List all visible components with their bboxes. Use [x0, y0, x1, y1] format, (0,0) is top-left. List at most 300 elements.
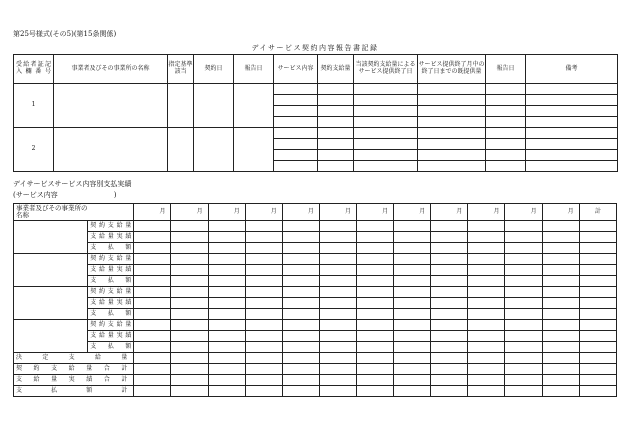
amount-cell[interactable]: [468, 254, 505, 265]
amount-cell[interactable]: [134, 287, 171, 298]
amount-cell[interactable]: [542, 254, 579, 265]
header-month: 月: [208, 204, 245, 221]
amount-cell[interactable]: [134, 276, 171, 287]
header-month: 月: [245, 204, 282, 221]
amount-cell[interactable]: [319, 375, 356, 386]
amount-cell[interactable]: [468, 309, 505, 320]
header-remarks: 備考: [526, 55, 618, 84]
amount-cell[interactable]: [468, 320, 505, 331]
summary-label: 支払額計: [14, 386, 134, 397]
amount-cell[interactable]: [542, 287, 579, 298]
amount-cell[interactable]: [282, 309, 319, 320]
end-date-cell[interactable]: [354, 161, 418, 172]
amount-cell[interactable]: [208, 243, 245, 254]
amount-cell[interactable]: [245, 386, 282, 397]
amount-cell[interactable]: [208, 320, 245, 331]
amount-cell[interactable]: [171, 232, 208, 243]
amount-cell[interactable]: [319, 221, 356, 232]
amount-cell[interactable]: [394, 276, 431, 287]
amount-cell[interactable]: [468, 331, 505, 342]
amount-cell[interactable]: [319, 243, 356, 254]
amount-cell[interactable]: [208, 287, 245, 298]
amount-cell[interactable]: [357, 298, 394, 309]
remarks-cell[interactable]: [526, 128, 618, 139]
used-amount-cell[interactable]: [418, 139, 486, 150]
amount-cell[interactable]: [357, 331, 394, 342]
header-report-date-2: 報告日: [486, 55, 526, 84]
amount-cell[interactable]: [134, 309, 171, 320]
amount-cell[interactable]: [282, 243, 319, 254]
amount-cell[interactable]: [394, 342, 431, 353]
amount-cell[interactable]: [579, 243, 616, 254]
amount-cell[interactable]: [468, 386, 505, 397]
summary-label: 契約支給量合計: [14, 364, 134, 375]
amount-cell[interactable]: [134, 320, 171, 331]
amount-cell[interactable]: [579, 265, 616, 276]
used-amount-cell[interactable]: [418, 161, 486, 172]
amount-cell[interactable]: [431, 386, 468, 397]
header-month: 月: [134, 204, 171, 221]
end-date-cell[interactable]: [354, 84, 418, 95]
amount-cell[interactable]: [505, 243, 542, 254]
amount-cell[interactable]: [282, 276, 319, 287]
contract-amount-cell[interactable]: [318, 106, 354, 117]
remarks-cell[interactable]: [526, 106, 618, 117]
amount-cell[interactable]: [319, 287, 356, 298]
used-amount-cell[interactable]: [418, 128, 486, 139]
amount-cell[interactable]: [245, 309, 282, 320]
amount-cell[interactable]: [505, 331, 542, 342]
amount-cell[interactable]: [468, 265, 505, 276]
contract-amount-cell[interactable]: [318, 150, 354, 161]
amount-cell[interactable]: [394, 243, 431, 254]
contract-amount-cell[interactable]: [318, 161, 354, 172]
end-date-cell[interactable]: [354, 117, 418, 128]
amount-cell[interactable]: [431, 331, 468, 342]
amount-cell[interactable]: [505, 232, 542, 243]
amount-cell[interactable]: [505, 298, 542, 309]
amount-cell[interactable]: [431, 364, 468, 375]
service-content-cell[interactable]: [274, 95, 318, 106]
amount-cell[interactable]: [171, 386, 208, 397]
row-label: 契約支給量: [88, 287, 134, 298]
amount-cell[interactable]: [357, 375, 394, 386]
report-date-cell[interactable]: [234, 128, 274, 172]
amount-cell[interactable]: [468, 353, 505, 364]
report-date-2-cell[interactable]: [486, 150, 526, 161]
amount-cell[interactable]: [134, 232, 171, 243]
amount-cell[interactable]: [171, 276, 208, 287]
report-date-2-cell[interactable]: [486, 161, 526, 172]
amount-cell[interactable]: [282, 331, 319, 342]
amount-cell[interactable]: [394, 298, 431, 309]
amount-cell[interactable]: [319, 364, 356, 375]
amount-cell[interactable]: [208, 375, 245, 386]
amount-cell[interactable]: [431, 243, 468, 254]
amount-cell[interactable]: [245, 320, 282, 331]
amount-cell[interactable]: [171, 375, 208, 386]
remarks-cell[interactable]: [526, 95, 618, 106]
amount-cell[interactable]: [208, 254, 245, 265]
provider-name-cell[interactable]: [14, 320, 88, 353]
amount-cell[interactable]: [542, 353, 579, 364]
provider-name-cell[interactable]: [14, 287, 88, 320]
amount-cell[interactable]: [357, 287, 394, 298]
amount-cell[interactable]: [394, 331, 431, 342]
amount-cell[interactable]: [171, 265, 208, 276]
amount-cell[interactable]: [505, 364, 542, 375]
amount-cell[interactable]: [505, 309, 542, 320]
amount-cell[interactable]: [468, 243, 505, 254]
amount-cell[interactable]: [319, 298, 356, 309]
payment-record-table: [13, 203, 617, 397]
contract-amount-cell[interactable]: [318, 139, 354, 150]
header-used-amount: サービス提供終了月中の終了日までの既提供量: [418, 55, 486, 84]
amount-cell[interactable]: [245, 232, 282, 243]
amount-cell[interactable]: [468, 232, 505, 243]
amount-cell[interactable]: [579, 342, 616, 353]
amount-cell[interactable]: [394, 375, 431, 386]
amount-cell[interactable]: [579, 320, 616, 331]
amount-cell[interactable]: [542, 221, 579, 232]
report-date-2-cell[interactable]: [486, 139, 526, 150]
amount-cell[interactable]: [542, 331, 579, 342]
amount-cell[interactable]: [319, 342, 356, 353]
amount-cell[interactable]: [245, 265, 282, 276]
amount-cell[interactable]: [134, 364, 171, 375]
amount-cell[interactable]: [245, 298, 282, 309]
designated-standard-cell[interactable]: [168, 128, 194, 172]
amount-cell[interactable]: [357, 243, 394, 254]
amount-cell[interactable]: [245, 331, 282, 342]
amount-cell[interactable]: [579, 276, 616, 287]
report-date-2-cell[interactable]: [486, 117, 526, 128]
amount-cell[interactable]: [171, 287, 208, 298]
report-date-2-cell[interactable]: [486, 128, 526, 139]
service-content-cell[interactable]: [274, 106, 318, 117]
amount-cell[interactable]: [579, 331, 616, 342]
amount-cell[interactable]: [208, 309, 245, 320]
amount-cell[interactable]: [245, 254, 282, 265]
header-total: 計: [579, 204, 616, 221]
amount-cell[interactable]: [171, 298, 208, 309]
amount-cell[interactable]: [208, 265, 245, 276]
amount-cell[interactable]: [505, 320, 542, 331]
header-month: 月: [357, 204, 394, 221]
amount-cell[interactable]: [171, 364, 208, 375]
amount-cell[interactable]: [357, 276, 394, 287]
amount-cell[interactable]: [245, 353, 282, 364]
amount-cell[interactable]: [542, 265, 579, 276]
amount-cell[interactable]: [357, 254, 394, 265]
amount-cell[interactable]: [357, 265, 394, 276]
amount-cell[interactable]: [319, 331, 356, 342]
provider-name-cell[interactable]: [14, 254, 88, 287]
amount-cell[interactable]: [319, 320, 356, 331]
amount-cell[interactable]: [208, 342, 245, 353]
amount-cell[interactable]: [468, 342, 505, 353]
amount-cell[interactable]: [357, 364, 394, 375]
amount-cell[interactable]: [431, 320, 468, 331]
amount-cell[interactable]: [319, 309, 356, 320]
amount-cell[interactable]: [245, 364, 282, 375]
amount-cell[interactable]: [579, 221, 616, 232]
remarks-cell[interactable]: [526, 139, 618, 150]
amount-cell[interactable]: [208, 364, 245, 375]
amount-cell[interactable]: [394, 353, 431, 364]
amount-cell[interactable]: [171, 353, 208, 364]
amount-cell[interactable]: [134, 298, 171, 309]
amount-cell[interactable]: [357, 320, 394, 331]
amount-cell[interactable]: [394, 265, 431, 276]
amount-cell[interactable]: [579, 386, 616, 397]
end-date-cell[interactable]: [354, 128, 418, 139]
amount-cell[interactable]: [505, 276, 542, 287]
row-label: 支払額: [88, 309, 134, 320]
contract-report-table: [13, 54, 618, 172]
amount-cell[interactable]: [505, 221, 542, 232]
amount-cell[interactable]: [171, 221, 208, 232]
amount-cell[interactable]: [319, 353, 356, 364]
amount-cell[interactable]: [282, 375, 319, 386]
amount-cell[interactable]: [319, 232, 356, 243]
header-service-content: サービス内容: [274, 55, 318, 84]
amount-cell[interactable]: [134, 375, 171, 386]
end-date-cell[interactable]: [354, 150, 418, 161]
report-date-2-cell[interactable]: [486, 106, 526, 117]
amount-cell[interactable]: [171, 342, 208, 353]
end-date-cell[interactable]: [354, 106, 418, 117]
amount-cell[interactable]: [282, 298, 319, 309]
amount-cell[interactable]: [431, 265, 468, 276]
amount-cell[interactable]: [542, 243, 579, 254]
end-date-cell[interactable]: [354, 139, 418, 150]
amount-cell[interactable]: [282, 364, 319, 375]
amount-cell[interactable]: [134, 342, 171, 353]
amount-cell[interactable]: [468, 364, 505, 375]
service-content-cell[interactable]: [274, 161, 318, 172]
amount-cell[interactable]: [542, 276, 579, 287]
record-number: 1: [14, 84, 54, 128]
amount-cell[interactable]: [282, 265, 319, 276]
amount-cell[interactable]: [431, 353, 468, 364]
amount-cell[interactable]: [357, 232, 394, 243]
service-content-cell[interactable]: [274, 150, 318, 161]
amount-cell[interactable]: [208, 221, 245, 232]
remarks-cell[interactable]: [526, 84, 618, 95]
amount-cell[interactable]: [394, 254, 431, 265]
amount-cell[interactable]: [431, 254, 468, 265]
amount-cell[interactable]: [431, 342, 468, 353]
amount-cell[interactable]: [171, 320, 208, 331]
service-content-label: (サービス内容 ): [13, 191, 117, 199]
amount-cell[interactable]: [579, 375, 616, 386]
amount-cell[interactable]: [282, 342, 319, 353]
amount-cell[interactable]: [357, 221, 394, 232]
amount-cell[interactable]: [171, 243, 208, 254]
contract-date-cell[interactable]: [194, 128, 234, 172]
report-date-2-cell[interactable]: [486, 84, 526, 95]
provider-name-cell[interactable]: [14, 221, 88, 254]
amount-cell[interactable]: [468, 298, 505, 309]
amount-cell[interactable]: [542, 364, 579, 375]
amount-cell[interactable]: [431, 232, 468, 243]
amount-cell[interactable]: [579, 287, 616, 298]
amount-cell[interactable]: [542, 298, 579, 309]
amount-cell[interactable]: [357, 309, 394, 320]
header-month: 月: [505, 204, 542, 221]
amount-cell[interactable]: [171, 309, 208, 320]
remarks-cell[interactable]: [526, 117, 618, 128]
amount-cell[interactable]: [245, 243, 282, 254]
amount-cell[interactable]: [171, 331, 208, 342]
contract-amount-cell[interactable]: [318, 128, 354, 139]
amount-cell[interactable]: [208, 331, 245, 342]
service-content-cell[interactable]: [274, 117, 318, 128]
amount-cell[interactable]: [394, 386, 431, 397]
amount-cell[interactable]: [394, 309, 431, 320]
amount-cell[interactable]: [134, 243, 171, 254]
amount-cell[interactable]: [505, 353, 542, 364]
report-date-cell[interactable]: [234, 84, 274, 128]
summary-label: 支給量実績合計: [14, 375, 134, 386]
header-end-date: 当該契約支給量によるサービス提供終了日: [354, 55, 418, 84]
header-month: 月: [319, 204, 356, 221]
used-amount-cell[interactable]: [418, 150, 486, 161]
header-month: 月: [431, 204, 468, 221]
amount-cell[interactable]: [134, 386, 171, 397]
amount-cell[interactable]: [245, 287, 282, 298]
amount-cell[interactable]: [394, 320, 431, 331]
amount-cell[interactable]: [282, 386, 319, 397]
amount-cell[interactable]: [431, 221, 468, 232]
end-date-cell[interactable]: [354, 95, 418, 106]
header-report-date: 報告日: [234, 55, 274, 84]
service-content-cell[interactable]: [274, 84, 318, 95]
contract-amount-cell[interactable]: [318, 117, 354, 128]
amount-cell[interactable]: [505, 375, 542, 386]
amount-cell[interactable]: [542, 342, 579, 353]
service-content-cell[interactable]: [274, 139, 318, 150]
amount-cell[interactable]: [134, 353, 171, 364]
amount-cell[interactable]: [245, 221, 282, 232]
amount-cell[interactable]: [394, 287, 431, 298]
amount-cell[interactable]: [431, 276, 468, 287]
amount-cell[interactable]: [579, 232, 616, 243]
amount-cell[interactable]: [282, 353, 319, 364]
row-label: 支払額: [88, 276, 134, 287]
provider-name-cell[interactable]: [54, 128, 168, 172]
remarks-cell[interactable]: [526, 161, 618, 172]
header-provider-name: 事業者及びその事業所の名称: [54, 55, 168, 84]
amount-cell[interactable]: [394, 232, 431, 243]
amount-cell[interactable]: [134, 221, 171, 232]
amount-cell[interactable]: [208, 353, 245, 364]
amount-cell[interactable]: [468, 287, 505, 298]
remarks-cell[interactable]: [526, 150, 618, 161]
contract-amount-cell[interactable]: [318, 95, 354, 106]
amount-cell[interactable]: [134, 331, 171, 342]
amount-cell[interactable]: [505, 254, 542, 265]
amount-cell[interactable]: [431, 309, 468, 320]
designated-standard-cell[interactable]: [168, 84, 194, 128]
report-date-2-cell[interactable]: [486, 95, 526, 106]
amount-cell[interactable]: [282, 320, 319, 331]
header-month: 月: [394, 204, 431, 221]
amount-cell[interactable]: [357, 353, 394, 364]
amount-cell[interactable]: [542, 309, 579, 320]
amount-cell[interactable]: [431, 298, 468, 309]
header-recipient-no: 受給者証記入欄番号: [14, 55, 54, 84]
amount-cell[interactable]: [319, 265, 356, 276]
amount-cell[interactable]: [208, 232, 245, 243]
amount-cell[interactable]: [134, 254, 171, 265]
amount-cell[interactable]: [282, 221, 319, 232]
amount-cell[interactable]: [245, 375, 282, 386]
amount-cell[interactable]: [357, 386, 394, 397]
amount-cell[interactable]: [542, 375, 579, 386]
amount-cell[interactable]: [468, 221, 505, 232]
amount-cell[interactable]: [579, 298, 616, 309]
amount-cell[interactable]: [579, 353, 616, 364]
used-amount-cell[interactable]: [418, 95, 486, 106]
amount-cell[interactable]: [542, 232, 579, 243]
amount-cell[interactable]: [319, 254, 356, 265]
amount-cell[interactable]: [579, 254, 616, 265]
contract-date-cell[interactable]: [194, 84, 234, 128]
amount-cell[interactable]: [468, 276, 505, 287]
amount-cell[interactable]: [282, 287, 319, 298]
amount-cell[interactable]: [579, 309, 616, 320]
amount-cell[interactable]: [468, 375, 505, 386]
used-amount-cell[interactable]: [418, 84, 486, 95]
header-designated-standard: 指定基準該当: [168, 55, 194, 84]
amount-cell[interactable]: [245, 342, 282, 353]
amount-cell[interactable]: [579, 364, 616, 375]
used-amount-cell[interactable]: [418, 106, 486, 117]
header-month: 月: [468, 204, 505, 221]
amount-cell[interactable]: [394, 364, 431, 375]
amount-cell[interactable]: [319, 276, 356, 287]
amount-cell[interactable]: [282, 254, 319, 265]
used-amount-cell[interactable]: [418, 117, 486, 128]
amount-cell[interactable]: [542, 320, 579, 331]
amount-cell[interactable]: [134, 265, 171, 276]
amount-cell[interactable]: [171, 254, 208, 265]
amount-cell[interactable]: [208, 386, 245, 397]
header-contract-date: 契約日: [194, 55, 234, 84]
contract-amount-cell[interactable]: [318, 84, 354, 95]
header-month: 月: [171, 204, 208, 221]
amount-cell[interactable]: [505, 386, 542, 397]
service-content-cell[interactable]: [274, 128, 318, 139]
amount-cell[interactable]: [431, 287, 468, 298]
provider-name-cell[interactable]: [54, 84, 168, 128]
amount-cell[interactable]: [431, 375, 468, 386]
amount-cell[interactable]: [282, 232, 319, 243]
amount-cell[interactable]: [542, 386, 579, 397]
amount-cell[interactable]: [394, 221, 431, 232]
amount-cell[interactable]: [505, 287, 542, 298]
amount-cell[interactable]: [245, 276, 282, 287]
section-title: デイサービスサービス内容別支払実績: [13, 180, 132, 188]
amount-cell[interactable]: [357, 342, 394, 353]
amount-cell[interactable]: [505, 265, 542, 276]
amount-cell[interactable]: [505, 342, 542, 353]
amount-cell[interactable]: [208, 276, 245, 287]
amount-cell[interactable]: [319, 386, 356, 397]
amount-cell[interactable]: [208, 298, 245, 309]
